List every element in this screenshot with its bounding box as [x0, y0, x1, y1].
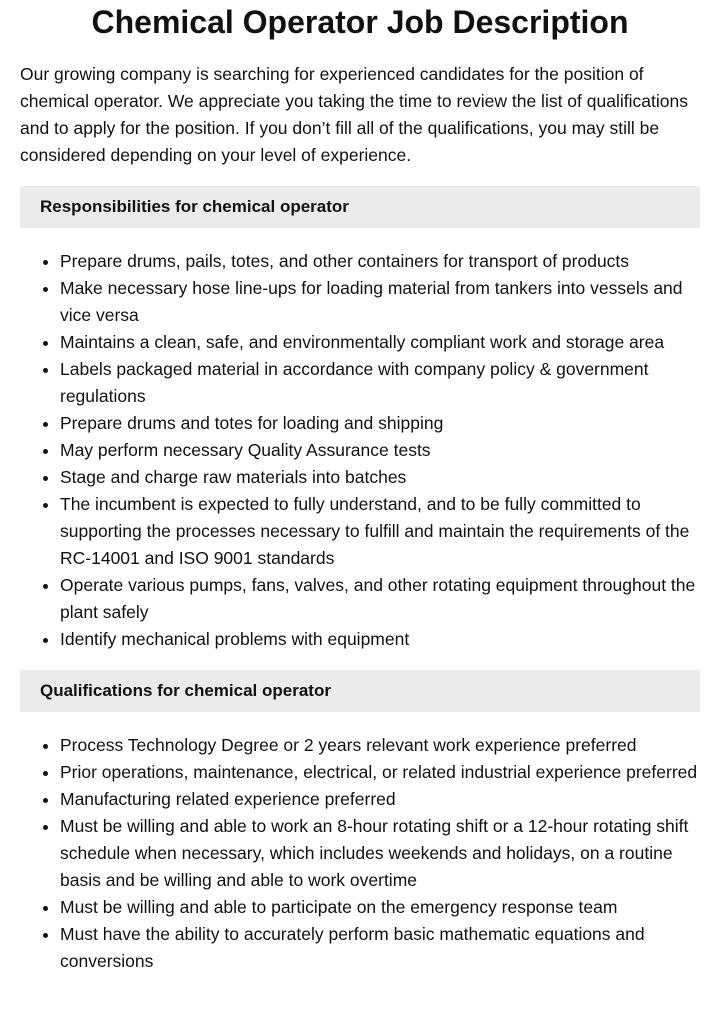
list-item: • Must be willing and able to work an 8-hour rotating shift or a 12-hour rotating shift schedule when necessary, which includes weekends and holidays, on a routine basis and be willing and able to work overtime: [60, 813, 700, 894]
list-item: • Identify mechanical problems with equipment: [60, 626, 700, 653]
qualifications-heading: Qualifications for chemical operator: [20, 670, 700, 712]
page-title: Chemical Operator Job Description: [91, 4, 629, 40]
list-item: • May perform necessary Quality Assurance tests: [60, 437, 700, 464]
list-item: • Make necessary hose line-ups for loading material from tankers into vessels and vice versa: [60, 275, 700, 329]
responsibilities-heading: Responsibilities for chemical operator: [20, 186, 700, 228]
responsibilities-list: [20, 248, 700, 653]
list-item: • Must be willing and able to participate on the emergency response team: [60, 894, 700, 921]
list-item: • The incumbent is expected to fully understand, and to be fully committed to supporting the processes necessary to fulfill and maintain the requirements of the RC-14001 and ISO 9001 standards: [60, 491, 700, 572]
list-item: • Labels packaged material in accordance with company policy & government regulations: [60, 356, 700, 410]
list-item: • Prepare drums and totes for loading and shipping: [60, 410, 700, 437]
list-item: • Stage and charge raw materials into batches: [60, 464, 700, 491]
list-item: • Process Technology Degree or 2 years relevant work experience preferred: [60, 732, 700, 759]
list-item: • Prepare drums, pails, totes, and other containers for transport of products: [60, 248, 700, 275]
list-item: • Prior operations, maintenance, electrical, or related industrial experience preferred: [60, 759, 700, 786]
list-item: • Must have the ability to accurately perform basic mathematic equations and conversions: [60, 921, 700, 975]
list-item: • Maintains a clean, safe, and environmentally compliant work and storage area: [60, 329, 700, 356]
qualifications-list: [20, 732, 700, 975]
intro-paragraph: Our growing company is searching for experienced candidates for the position of chemical operator. We appreciate you taking the time to review the list of qualifications and to apply for the position. If you don’t fill all of the qualifications, you may still be considered depending on your level of experience.: [20, 64, 688, 165]
list-item: • Manufacturing related experience preferred: [60, 786, 700, 813]
list-item: • Operate various pumps, fans, valves, and other rotating equipment throughout the plant safely: [60, 572, 700, 626]
